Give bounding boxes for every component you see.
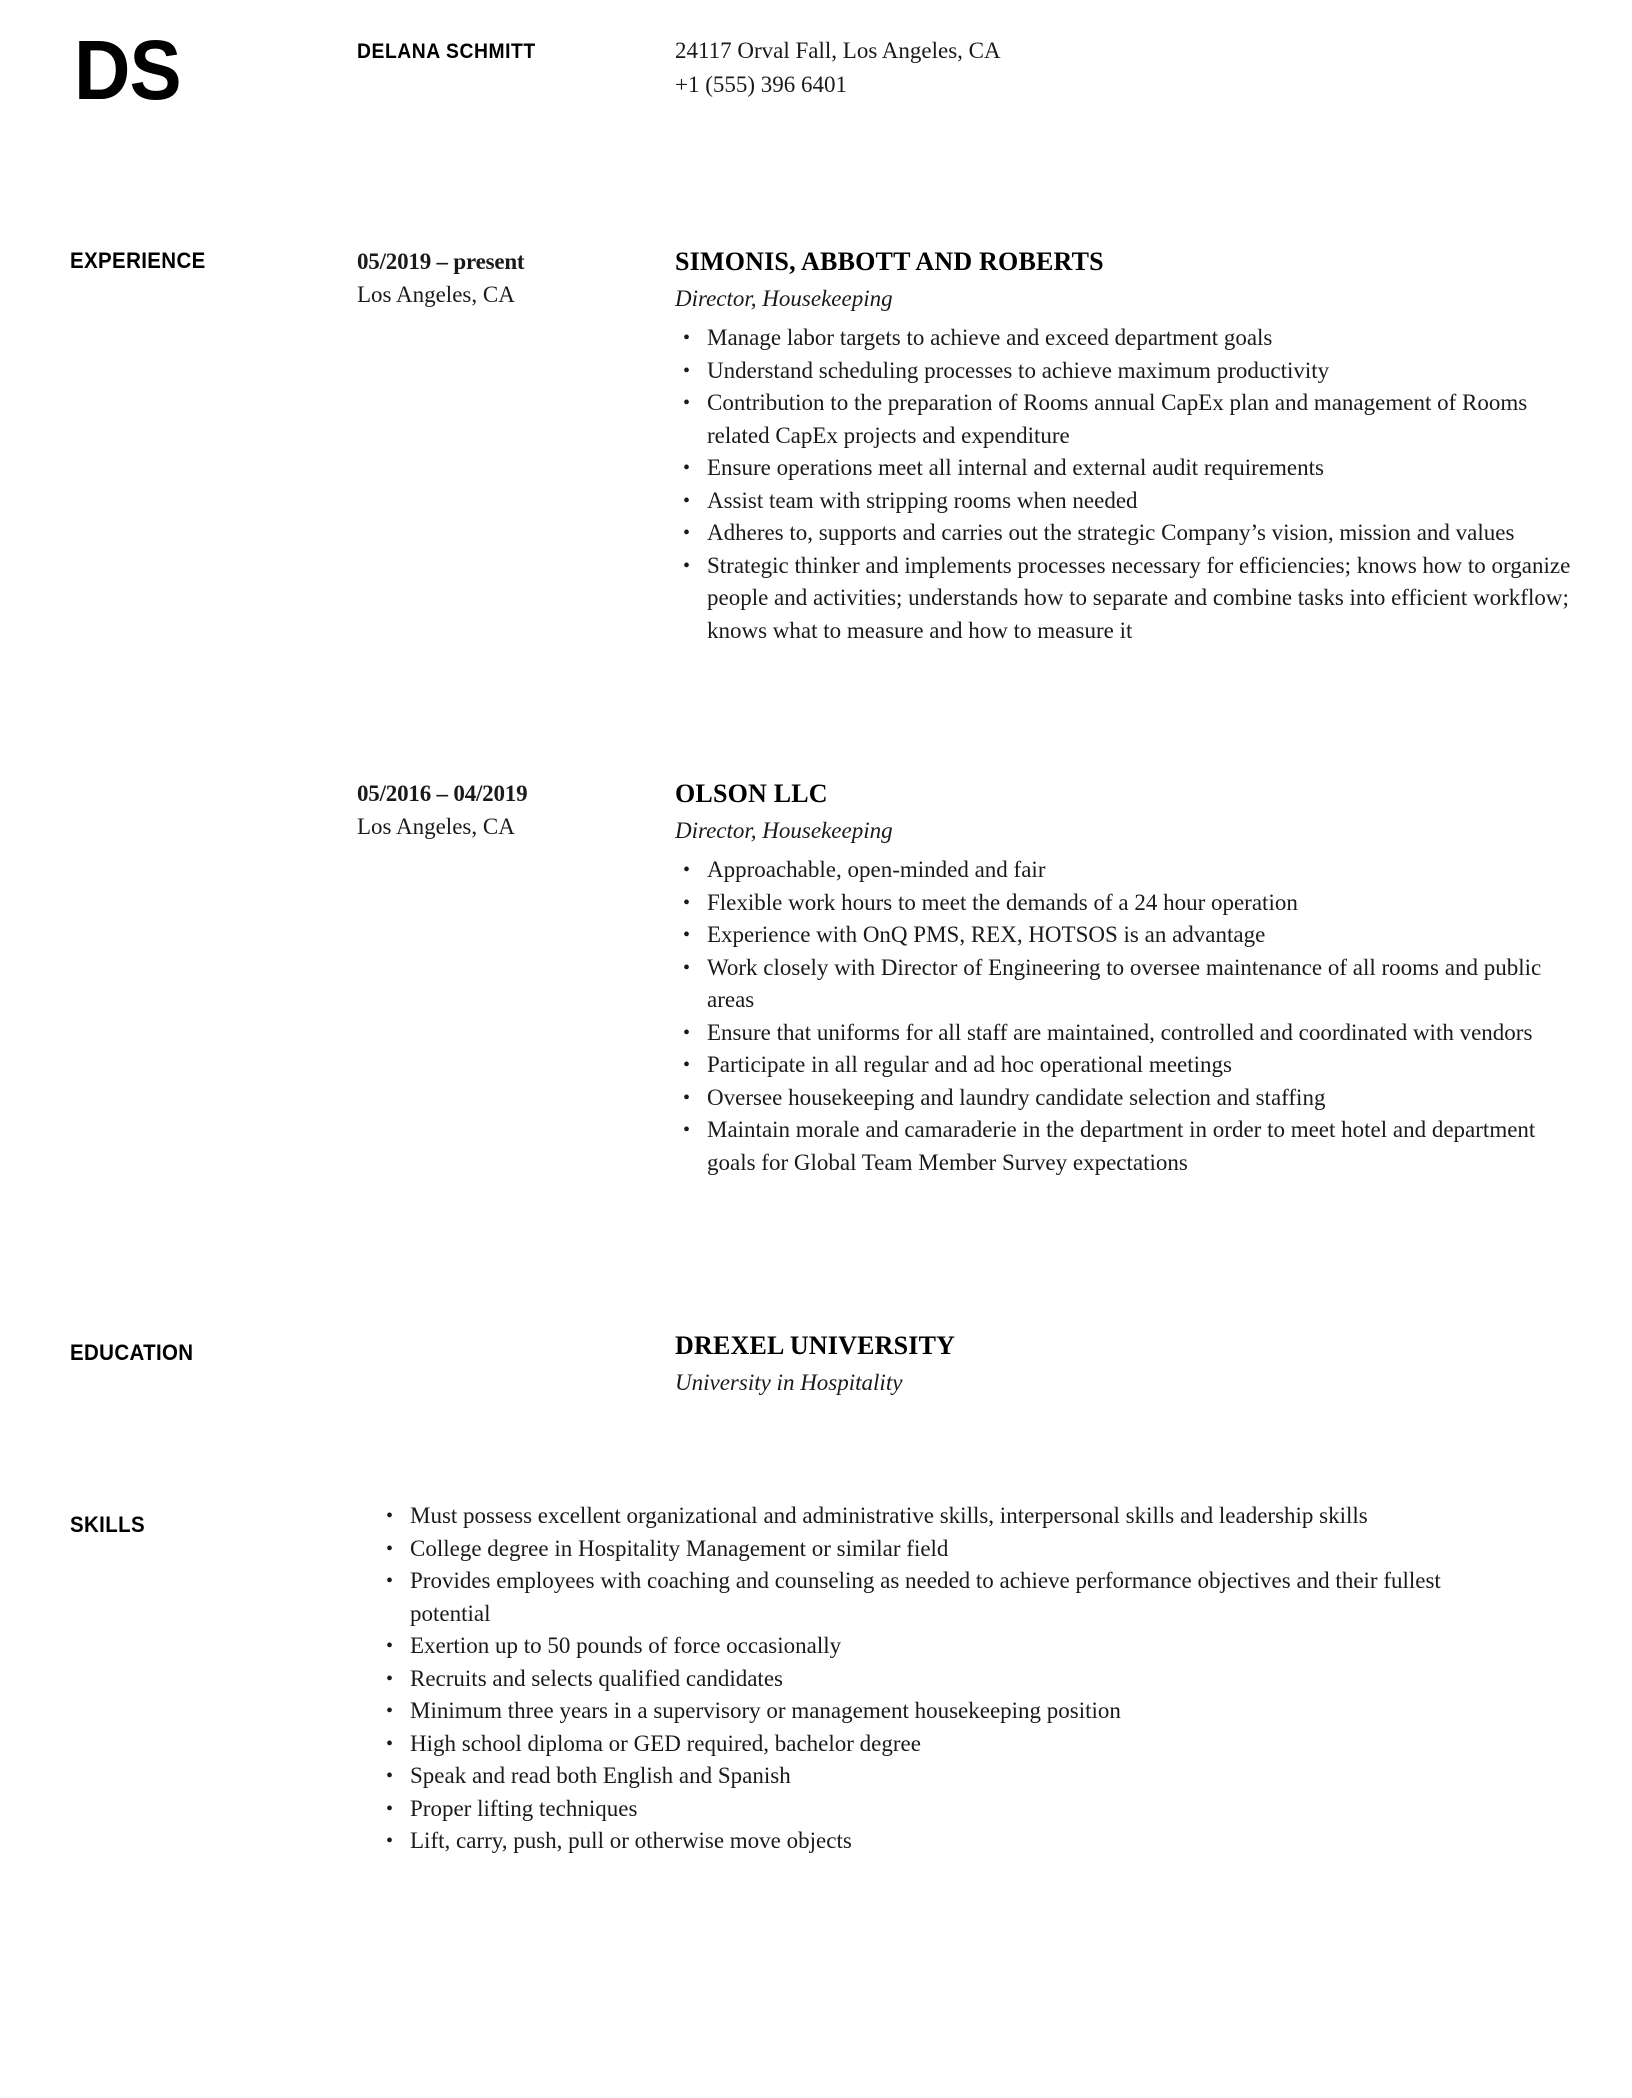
list-item: • Exertion up to 50 pounds of force occasionally <box>380 1630 1500 1663</box>
list-item: • Strategic thinker and implements processes necessary for efficiencies; knows how to organize people and activities; understands how to separate and combine tasks into efficient workflow; knows what to measure and how to measure it <box>675 550 1575 648</box>
experience-role: Director, Housekeeping <box>675 286 893 311</box>
skills-bullet-list <box>380 1500 1500 1858</box>
contact-block <box>675 34 1001 102</box>
list-item: • Approachable, open-minded and fair <box>675 854 1575 887</box>
contact-phone: +1 (555) 396 6401 <box>675 72 848 97</box>
list-item: • Understand scheduling processes to achieve maximum productivity <box>675 355 1575 388</box>
education-degree: University in Hospitality <box>675 1370 903 1395</box>
experience-organization: SIMONIS, ABBOTT AND ROBERTS <box>675 247 1104 276</box>
list-item: • Proper lifting techniques <box>380 1793 1500 1826</box>
list-item: • Maintain morale and camaraderie in the department in order to meet hotel and department goals for Global Team Member Survey expectations <box>675 1114 1575 1179</box>
experience-location: Los Angeles, CA <box>357 282 515 307</box>
section-label-education: EDUCATION <box>70 1340 194 1365</box>
list-item: • Speak and read both English and Spanish <box>380 1760 1500 1793</box>
experience-location: Los Angeles, CA <box>357 814 515 839</box>
experience-date: 05/2016 – 04/2019 <box>357 781 528 806</box>
list-item: • Experience with OnQ PMS, REX, HOTSOS is an advantage <box>675 919 1575 952</box>
list-item: • Work closely with Director of Engineering to oversee maintenance of all rooms and public areas <box>675 952 1575 1017</box>
list-item: • Oversee housekeeping and laundry candidate selection and staffing <box>675 1082 1575 1115</box>
list-item: • Contribution to the preparation of Rooms annual CapEx plan and management of Rooms related CapEx projects and expenditure <box>675 387 1575 452</box>
section-label-experience: EXPERIENCE <box>70 248 206 273</box>
experience-role: Director, Housekeeping <box>675 818 893 843</box>
experience-entry-main <box>675 246 1575 647</box>
list-item: • Flexible work hours to meet the demands of a 24 hour operation <box>675 887 1575 920</box>
list-item: • Must possess excellent organizational and administrative skills, interpersonal skills and leadership skills <box>380 1500 1500 1533</box>
list-item: • College degree in Hospitality Management or similar field <box>380 1533 1500 1566</box>
experience-entry-meta <box>357 246 657 312</box>
experience-bullet-list <box>675 854 1575 1179</box>
candidate-name: DELANA SCHMITT <box>357 40 536 63</box>
list-item: • Ensure that uniforms for all staff are maintained, controlled and coordinated with vendors <box>675 1017 1575 1050</box>
list-item: • Participate in all regular and ad hoc operational meetings <box>675 1049 1575 1082</box>
initials-monogram: DS <box>74 23 181 117</box>
list-item: • Manage labor targets to achieve and exceed department goals <box>675 322 1575 355</box>
list-item: • High school diploma or GED required, bachelor degree <box>380 1728 1500 1761</box>
list-item: • Recruits and selects qualified candidates <box>380 1663 1500 1696</box>
skills-list <box>380 1494 1500 1858</box>
list-item: • Adheres to, supports and carries out the strategic Company’s vision, mission and values <box>675 517 1575 550</box>
resume-header <box>0 0 1632 190</box>
experience-entry-main <box>675 778 1575 1179</box>
list-item: • Assist team with stripping rooms when needed <box>675 485 1575 518</box>
section-label-skills: SKILLS <box>70 1512 145 1537</box>
education-organization: DREXEL UNIVERSITY <box>675 1331 956 1360</box>
experience-bullet-list <box>675 322 1575 647</box>
list-item: • Minimum three years in a supervisory or management housekeeping position <box>380 1695 1500 1728</box>
list-item: • Ensure operations meet all internal and external audit requirements <box>675 452 1575 485</box>
list-item: • Provides employees with coaching and counseling as needed to achieve performance objectives and their fullest potential <box>380 1565 1500 1630</box>
contact-address: 24117 Orval Fall, Los Angeles, CA <box>675 38 1001 63</box>
experience-entry-meta <box>357 778 657 844</box>
list-item: • Lift, carry, push, pull or otherwise move objects <box>380 1825 1500 1858</box>
experience-date: 05/2019 – present <box>357 249 525 274</box>
experience-organization: OLSON LLC <box>675 779 828 808</box>
education-entry <box>675 1330 1575 1400</box>
